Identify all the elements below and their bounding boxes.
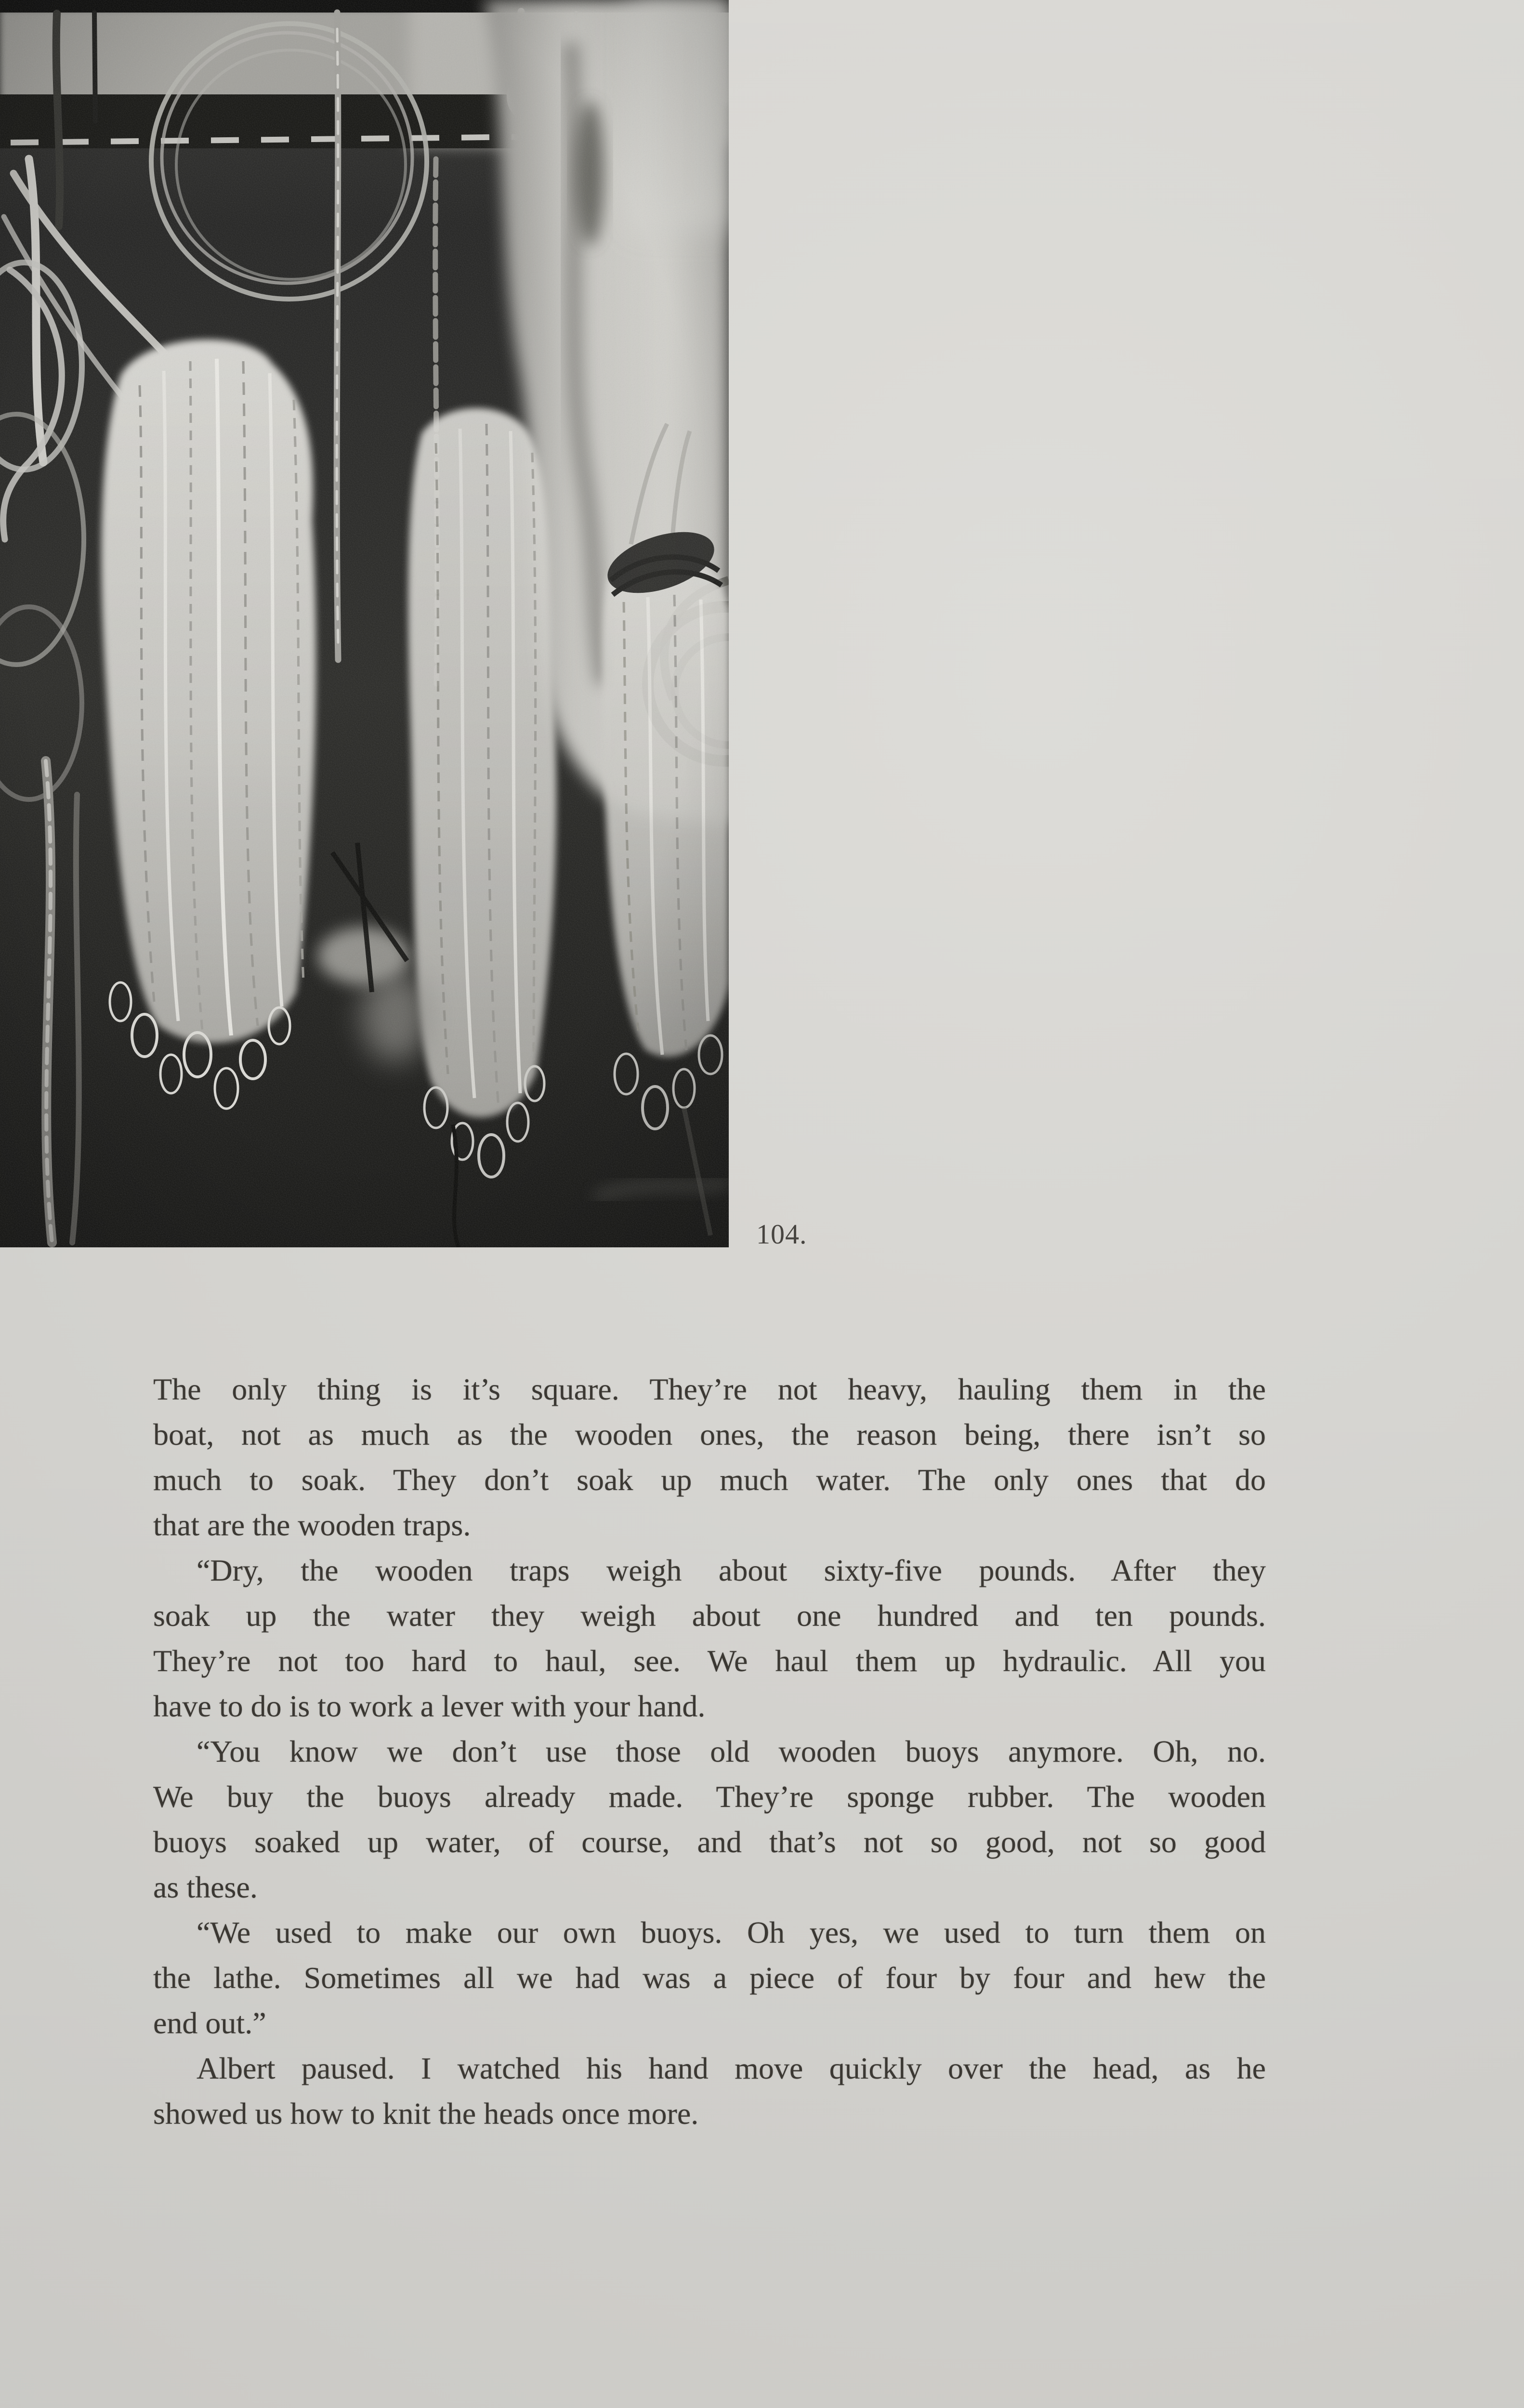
text-line: end out.”: [153, 2006, 266, 2040]
figure-number-caption: 104.: [756, 1218, 807, 1250]
text-line: showed us how to knit the heads once more.: [153, 2096, 699, 2131]
text-line: much to soak. They don’t soak up much water. The only ones that do: [153, 1463, 1266, 1497]
text-line: that are the wooden traps.: [153, 1508, 471, 1542]
paragraph: [153, 2046, 1266, 2136]
text-line: “You know we don’t use those old wooden buoys anymore. Oh, no.: [197, 1734, 1266, 1768]
paragraph: [153, 1548, 1266, 1729]
paragraph: [153, 1910, 1266, 2046]
text-line: The only thing is it’s square. They’re not heavy, hauling them in the: [153, 1372, 1266, 1406]
text-line: Albert paused. I watched his hand move quickly over the head, as he: [197, 2051, 1266, 2085]
text-line: We buy the buoys already made. They’re sponge rubber. The wooden: [153, 1780, 1266, 1814]
fishing-nets-photo-art: [0, 0, 729, 1247]
body-text: [153, 1367, 1266, 2136]
paragraph: [153, 1367, 1266, 1548]
paragraph: [153, 1729, 1266, 1910]
text-line: “We used to make our own buoys. Oh yes, we used to turn them on: [197, 1915, 1266, 1950]
text-line: soak up the water they weigh about one hundred and ten pounds.: [153, 1598, 1266, 1633]
text-line: as these.: [153, 1870, 258, 1904]
fishing-nets-photo: [0, 0, 729, 1247]
text-line: “Dry, the wooden traps weigh about sixty-five pounds. After they: [197, 1553, 1266, 1587]
text-line: boat, not as much as the wooden ones, the reason being, there isn’t so: [153, 1417, 1266, 1452]
text-line: the lathe. Sometimes all we had was a piece of four by four and hew the: [153, 1961, 1266, 1995]
text-line: buoys soaked up water, of course, and that’s not so good, not so good: [153, 1825, 1266, 1859]
text-line: have to do is to work a lever with your hand.: [153, 1689, 706, 1723]
text-line: They’re not too hard to haul, see. We haul them up hydraulic. All you: [153, 1644, 1266, 1678]
